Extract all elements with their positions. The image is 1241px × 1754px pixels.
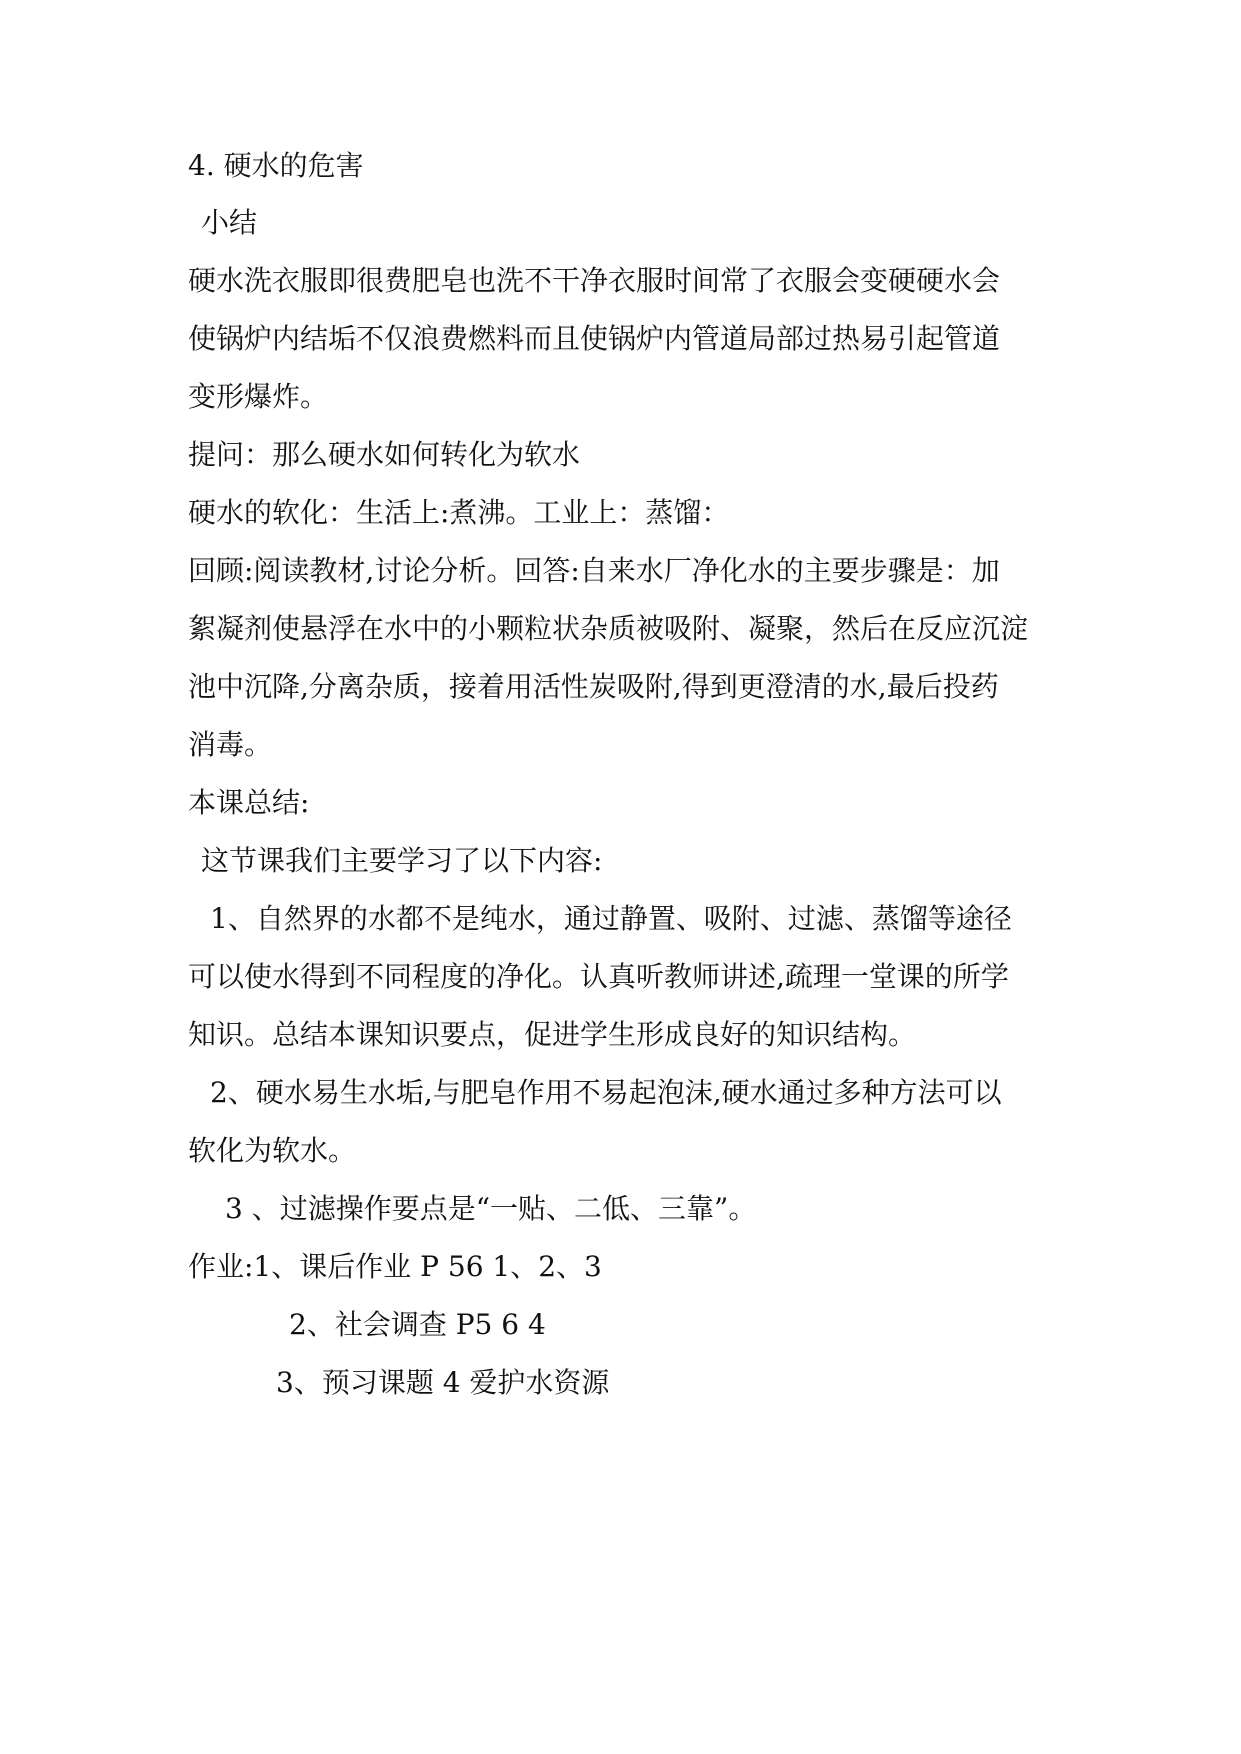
paragraph-line: 使锅炉内结垢不仅浪费燃料而且使锅炉内管道局部过热易引起管道: [188, 322, 1001, 355]
paragraph-line: 软化为软水。: [188, 1134, 357, 1167]
paragraph-line: 池中沉降,分离杂质，接着用活性炭吸附,得到更澄清的水,最后投药: [188, 670, 999, 703]
summary-item-1: 1、自然界的水都不是纯水，通过静置、吸附、过滤、蒸馏等途径: [210, 902, 1012, 935]
paragraph-line: 消毒。: [188, 728, 273, 761]
paragraph-line: 可以使水得到不同程度的净化。认真听教师讲述,疏理一堂课的所学: [188, 960, 1009, 993]
summary-item-2: 2、硬水易生水垢,与肥皂作用不易起泡沫,硬水通过多种方法可以: [210, 1076, 1002, 1109]
summary-item-3: 3 、过滤操作要点是“一贴、二低、三靠”。: [225, 1192, 757, 1225]
summary-intro: 这节课我们主要学习了以下内容:: [201, 844, 603, 877]
question-line: 提问：那么硬水如何转化为软水: [188, 438, 581, 471]
paragraph-line: 硬水洗衣服即很费肥皂也洗不干净衣服时间常了衣服会变硬硬水会: [188, 264, 1001, 297]
summary-heading: 本课总结:: [188, 786, 310, 819]
section-heading: 4. 硬水的危害: [188, 149, 364, 182]
paragraph-line: 知识。总结本课知识要点，促进学生形成良好的知识结构。: [188, 1018, 917, 1051]
paragraph-line: 回顾:阅读教材,讨论分析。回答:自来水厂净化水的主要步骤是：加: [188, 554, 1000, 587]
paragraph-line: 硬水的软化：生活上:煮沸。工业上：蒸馏：: [188, 496, 730, 529]
paragraph-line: 变形爆炸。: [188, 380, 329, 413]
paragraph-line: 絮凝剂使悬浮在水中的小颗粒状杂质被吸附、凝聚，然后在反应沉淀: [188, 612, 1029, 645]
homework-line-3: 3、预习课题 4 爱护水资源: [276, 1366, 610, 1399]
subheading-summary: 小结: [201, 206, 258, 239]
homework-line-1: 作业:1、课后作业 P 56 1、2、3: [188, 1250, 602, 1283]
homework-line-2: 2、社会调查 P5 6 4: [289, 1308, 546, 1341]
